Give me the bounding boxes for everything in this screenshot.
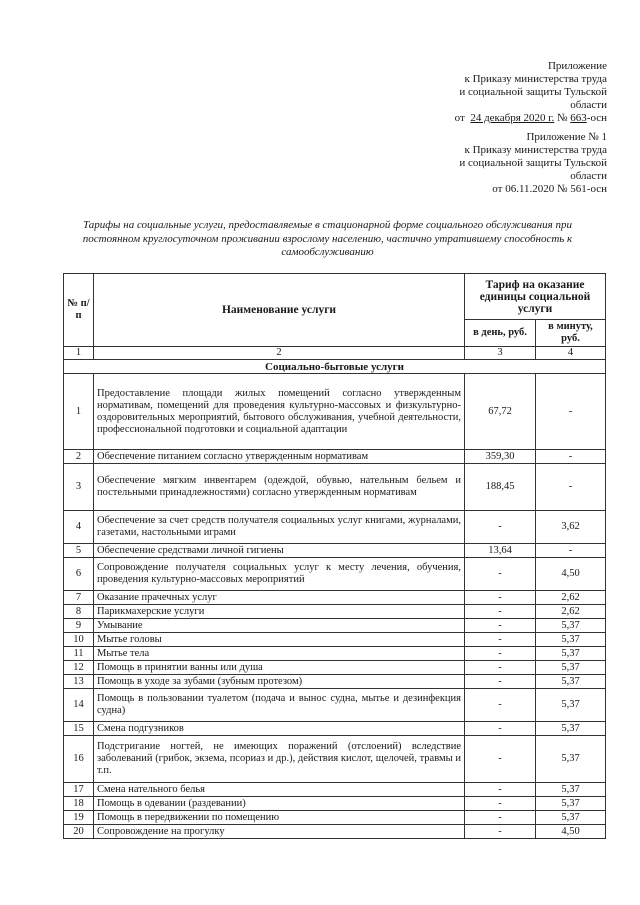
- row-number: 15: [64, 722, 94, 736]
- section-title: Социально-бытовые услуги: [64, 360, 606, 374]
- table-row: [64, 689, 606, 722]
- table-row: [64, 619, 606, 633]
- tariff-per-minute: 3,62: [536, 511, 606, 544]
- tariff-per-day: -: [465, 797, 536, 811]
- document-title: Тарифы на социальные услуги, предоставляемые в стационарной форме социального обслуживания при постоянном круглосуточном проживании взрослому населению, частично утратившему способность к самообслуживанию: [82, 219, 573, 258]
- tariff-per-day: -: [465, 591, 536, 605]
- row-number: 11: [64, 647, 94, 661]
- tariffs-table: [63, 273, 606, 839]
- table-row: [64, 675, 606, 689]
- tariff-per-day: -: [465, 661, 536, 675]
- table-row: [64, 661, 606, 675]
- appendix-order-663: [455, 60, 607, 125]
- tariff-per-minute: 5,37: [536, 722, 606, 736]
- tariff-per-minute: -: [536, 544, 606, 558]
- service-name: Помощь в уходе за зубами (зубным протезом): [94, 675, 465, 689]
- table-row: [64, 605, 606, 619]
- tariff-per-day: 13,64: [465, 544, 536, 558]
- appendix-label: Приложение № 1: [526, 131, 607, 143]
- service-name: Смена подгузников: [94, 722, 465, 736]
- service-name: Сопровождение на прогулку: [94, 825, 465, 839]
- service-name: Умывание: [94, 619, 465, 633]
- tariff-per-minute: 5,37: [536, 783, 606, 797]
- tariff-per-minute: 5,37: [536, 661, 606, 675]
- row-number: 9: [64, 619, 94, 633]
- tariff-per-minute: 5,37: [536, 689, 606, 722]
- table-row: [64, 811, 606, 825]
- row-number: 13: [64, 675, 94, 689]
- row-number: 16: [64, 736, 94, 783]
- table-row: [64, 591, 606, 605]
- row-number: 7: [64, 591, 94, 605]
- service-name: Обеспечение питанием согласно утвержденным нормативам: [94, 450, 465, 464]
- row-number: 5: [64, 544, 94, 558]
- tariff-per-minute: 4,50: [536, 825, 606, 839]
- tariff-per-minute: -: [536, 450, 606, 464]
- row-number: 4: [64, 511, 94, 544]
- tariff-per-day: -: [465, 619, 536, 633]
- service-name: Помощь в пользовании туалетом (подача и вынос судна, мытье и дезинфекция судна): [94, 689, 465, 722]
- row-number: 17: [64, 783, 94, 797]
- tariff-per-day: -: [465, 605, 536, 619]
- row-number: 20: [64, 825, 94, 839]
- tariff-per-day: -: [465, 558, 536, 591]
- tariff-per-minute: 5,37: [536, 675, 606, 689]
- row-number: 19: [64, 811, 94, 825]
- service-name: Парикмахерские услуги: [94, 605, 465, 619]
- header-num: № п/п: [64, 274, 94, 347]
- row-number: 12: [64, 661, 94, 675]
- tariff-per-minute: 5,37: [536, 811, 606, 825]
- service-name: Мытье головы: [94, 633, 465, 647]
- tariff-per-minute: 5,37: [536, 619, 606, 633]
- tariff-per-minute: -: [536, 374, 606, 450]
- table-row: [64, 647, 606, 661]
- tariff-per-day: -: [465, 689, 536, 722]
- appendix-line: к Приказу министерства труда: [464, 73, 607, 85]
- table-row: [64, 544, 606, 558]
- table-row: [64, 722, 606, 736]
- appendix-line: к Приказу министерства труда: [464, 144, 607, 156]
- tariff-per-minute: 2,62: [536, 605, 606, 619]
- service-name: Мытье тела: [94, 647, 465, 661]
- service-name: Помощь в принятии ванны или душа: [94, 661, 465, 675]
- order-number: 663: [570, 112, 587, 124]
- row-number: 6: [64, 558, 94, 591]
- table-row: [64, 783, 606, 797]
- tariff-per-minute: 5,37: [536, 633, 606, 647]
- row-number: 2: [64, 450, 94, 464]
- tariff-per-day: -: [465, 811, 536, 825]
- appendix-line: области: [570, 170, 607, 182]
- header-per-minute: в минуту, руб.: [536, 320, 606, 347]
- tariff-per-day: 67,72: [465, 374, 536, 450]
- service-name: Предоставление площади жилых помещений согласно утвержденным нормативам, помещений для проведения культурно-массовых и физкультурно-оздоровительных мероприятий, бытового обслуживания, учебной деятельности, профессиональной подготовки и социальной адаптации: [94, 374, 465, 450]
- tariff-per-minute: 4,50: [536, 558, 606, 591]
- tariff-per-minute: 5,37: [536, 647, 606, 661]
- tariff-per-day: 188,45: [465, 464, 536, 511]
- row-number: 18: [64, 797, 94, 811]
- row-number: 10: [64, 633, 94, 647]
- appendix-order-561: [459, 131, 607, 196]
- appendix-line: области: [570, 99, 607, 111]
- service-name: Смена нательного белья: [94, 783, 465, 797]
- tariff-per-day: -: [465, 647, 536, 661]
- tariff-per-minute: 5,37: [536, 797, 606, 811]
- table-row: [64, 736, 606, 783]
- service-name: Помощь в передвижении по помещению: [94, 811, 465, 825]
- tariff-per-day: -: [465, 736, 536, 783]
- service-name: Оказание прачечных услуг: [94, 591, 465, 605]
- service-name: Обеспечение за счет средств получателя социальных услуг книгами, журналами, газетами, настольными играми: [94, 511, 465, 544]
- header-name: Наименование услуги: [94, 274, 465, 347]
- tariff-per-day: -: [465, 633, 536, 647]
- order-date: 24 декабря 2020 г.: [470, 112, 555, 124]
- section-row: [64, 360, 606, 374]
- row-number: 8: [64, 605, 94, 619]
- header-tariff: Тариф на оказание единицы социальной услуги: [465, 274, 606, 320]
- tariff-per-minute: 5,37: [536, 736, 606, 783]
- appendix-line: и социальной защиты Тульской: [459, 157, 607, 169]
- service-name: Обеспечение средствами личной гигиены: [94, 544, 465, 558]
- service-name: Обеспечение мягким инвентарем (одеждой, обувью, нательным бельем и постельными принадлежностями) согласно утвержденным нормативам: [94, 464, 465, 511]
- tariff-per-minute: 2,62: [536, 591, 606, 605]
- appendix-line: и социальной защиты Тульской: [459, 86, 607, 98]
- row-number: 1: [64, 374, 94, 450]
- tariff-per-day: -: [465, 511, 536, 544]
- service-name: Подстригание ногтей, не имеющих поражений (отслоений) вследствие заболеваний (грибок, экзема, псориаз и др.), действия кислот, щелочей, травмы и т.п.: [94, 736, 465, 783]
- table-row: [64, 450, 606, 464]
- tariff-per-day: -: [465, 825, 536, 839]
- table-row: [64, 374, 606, 450]
- appendix-label: Приложение: [547, 60, 607, 72]
- table-row: [64, 558, 606, 591]
- tariff-per-day: -: [465, 675, 536, 689]
- service-name: Помощь в одевании (раздевании): [94, 797, 465, 811]
- column-index-row: 1 2 3 4: [64, 347, 606, 360]
- table-row: [64, 825, 606, 839]
- service-name: Сопровождение получателя социальных услуг к месту лечения, обучения, проведения культурно-массовых мероприятий: [94, 558, 465, 591]
- tariff-per-day: 359,30: [465, 450, 536, 464]
- table-row: [64, 633, 606, 647]
- table-row: [64, 797, 606, 811]
- table-row: [64, 511, 606, 544]
- row-number: 14: [64, 689, 94, 722]
- tariff-per-day: -: [465, 722, 536, 736]
- appendix-line: от 06.11.2020 № 561-осн: [492, 183, 607, 195]
- row-number: 3: [64, 464, 94, 511]
- tariff-per-day: -: [465, 783, 536, 797]
- appendix-date-line: от 24 декабря 2020 г. № 663-осн: [454, 112, 607, 124]
- table-row: [64, 464, 606, 511]
- header-per-day: в день, руб.: [465, 320, 536, 347]
- tariff-per-minute: -: [536, 464, 606, 511]
